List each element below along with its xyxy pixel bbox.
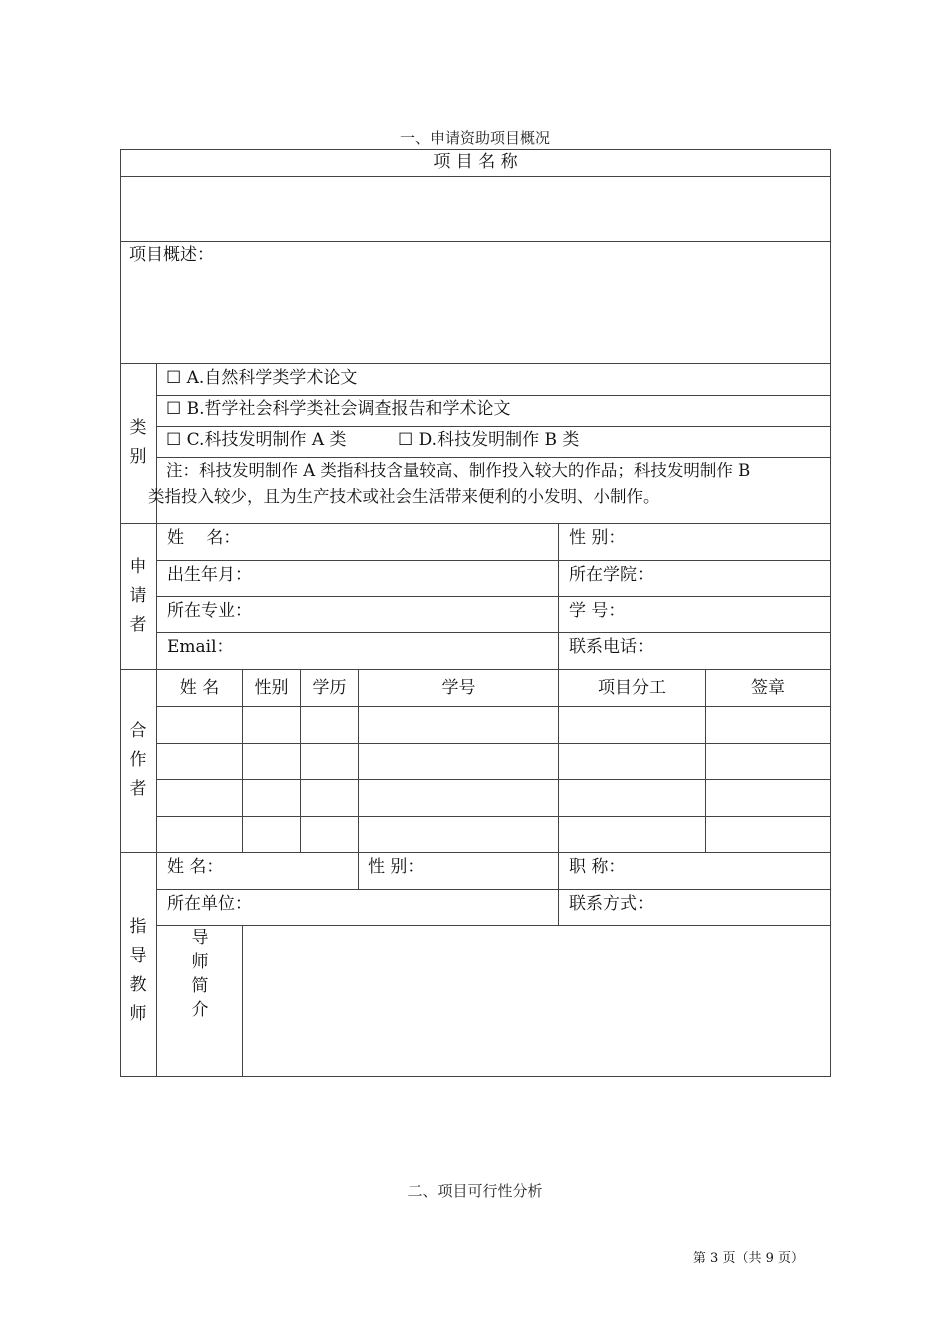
advisor-title-field[interactable]: 职 称：: [569, 857, 626, 877]
col-header-signature: 签章: [751, 678, 785, 698]
col-header-name: 姓 名: [179, 678, 220, 698]
collaborator-row[interactable]: [158, 745, 829, 778]
col-header-student-id: 学号: [441, 678, 476, 698]
category-note-line1: 注：科技发明制作 A 类指科技含量较高、制作投入较大的作品；科技发明制作 B: [166, 461, 751, 480]
applicant-birth-field[interactable]: 出生年月：: [167, 565, 252, 585]
section-title: 一、申请资助项目概况: [399, 129, 550, 147]
applicant-student-id-field[interactable]: 学 号：: [569, 601, 626, 621]
category-option-d[interactable]: ☐ D.科技发明制作 B 类: [398, 430, 580, 450]
advisor-gender-field[interactable]: 性 别：: [368, 857, 425, 877]
category-note-line2: 类指投入较少，且为生产技术或社会生活带来便利的小发明、小制作。: [148, 487, 660, 506]
applicant-college-field[interactable]: 所在学院：: [569, 565, 654, 585]
category-option-c[interactable]: ☐ C.科技发明制作 A 类: [166, 430, 347, 450]
advisor-name-field[interactable]: 姓 名：: [167, 857, 224, 877]
applicant-phone-field[interactable]: 联系电话：: [569, 637, 654, 657]
project-name-header: 项 目 名 称: [433, 152, 518, 172]
section-title-feasibility: 二、项目可行性分析: [407, 1182, 543, 1200]
applicant-gender-field[interactable]: 性 别：: [569, 528, 626, 548]
col-header-education: 学历: [312, 678, 347, 698]
page-footer: 第 3 页（共 9 页）: [692, 1251, 804, 1266]
project-desc-label: 项目概述：: [129, 245, 214, 265]
collaborator-row[interactable]: [158, 708, 829, 742]
advisor-label: 指 导 教 师: [129, 917, 147, 1024]
collaborator-row[interactable]: [158, 781, 829, 815]
project-desc-field[interactable]: [122, 268, 828, 360]
category-option-b[interactable]: ☐ B.哲学社会科学类社会调查报告和学术论文: [166, 399, 511, 419]
category-label: 类 别: [129, 418, 147, 467]
applicant-label: 申 请 者: [129, 557, 147, 635]
applicant-email-field[interactable]: Email：: [167, 637, 234, 657]
collaborator-row[interactable]: [158, 818, 829, 851]
collaborators-label: 合 作 者: [129, 721, 147, 799]
col-header-role: 项目分工: [598, 678, 666, 698]
advisor-contact-field[interactable]: 联系方式：: [569, 894, 654, 914]
category-option-a[interactable]: ☐ A.自然科学类学术论文: [166, 368, 358, 388]
project-name-field[interactable]: [122, 178, 828, 239]
applicant-major-field[interactable]: 所在专业：: [167, 601, 252, 621]
advisor-intro-field[interactable]: [244, 927, 829, 1074]
col-header-gender: 性别: [254, 678, 289, 698]
advisor-intro-label: 导 师 简 介: [191, 928, 209, 1020]
advisor-unit-field[interactable]: 所在单位：: [167, 894, 252, 914]
applicant-name-field[interactable]: 姓 名：: [167, 528, 241, 548]
